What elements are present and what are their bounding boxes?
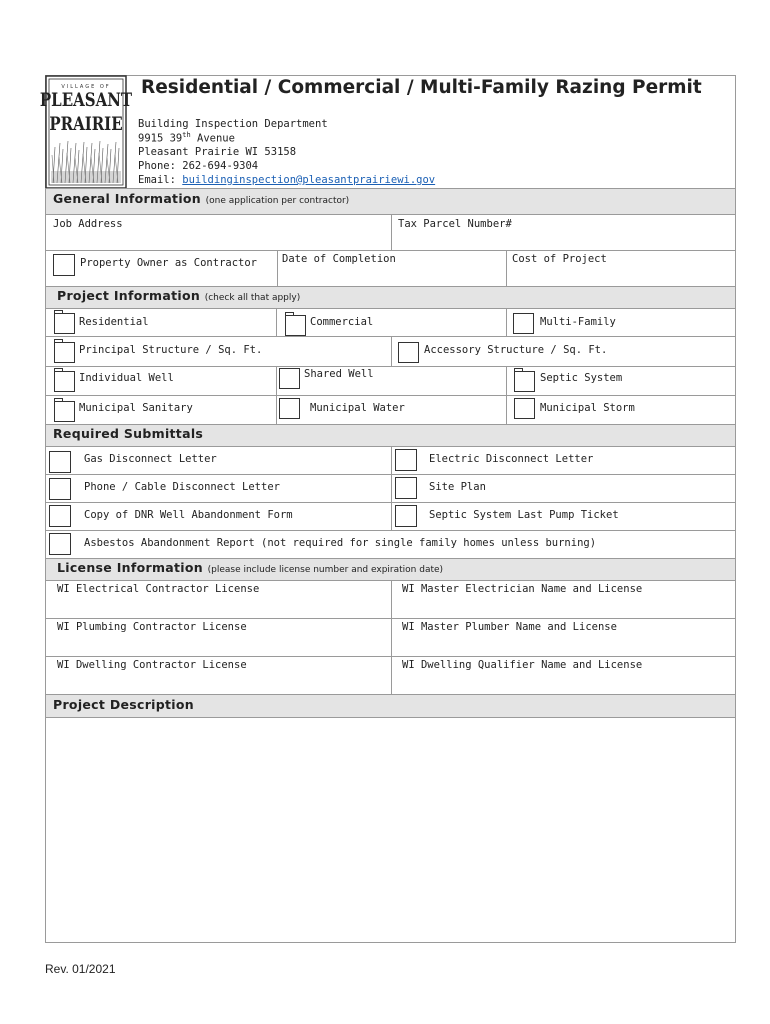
municipal-sanitary-label: Municipal Sanitary <box>79 402 193 414</box>
septic-ticket-checkbox[interactable] <box>395 505 417 527</box>
cost-project-label: Cost of Project <box>512 253 607 265</box>
accessory-structure-label: Accessory Structure / Sq. Ft. <box>424 344 608 356</box>
principal-structure-label: Principal Structure / Sq. Ft. <box>79 344 263 356</box>
owner-contractor-checkbox[interactable] <box>53 254 75 276</box>
revision-label: Rev. 01/2021 <box>45 962 116 976</box>
master-electrician-label: WI Master Electrician Name and License <box>402 583 643 595</box>
email-line: Email: buildinginspection@pleasantprairiewi.gov <box>138 174 436 186</box>
municipal-sanitary-checkbox[interactable] <box>54 401 75 422</box>
asbestos-label: Asbestos Abandonment Report (not required for single family homes unless burning) <box>84 537 597 549</box>
village-logo <box>39 75 133 189</box>
project-heading: Project Information (check all that apply) <box>57 288 301 303</box>
page-title: Residential / Commercial / Multi-Family Razing Permit <box>141 77 702 98</box>
date-completion-label: Date of Completion <box>282 253 396 265</box>
owner-contractor-label: Property Owner as Contractor <box>80 257 258 269</box>
svg-text:PLEASANT: PLEASANT <box>39 89 133 112</box>
svg-text:VILLAGE OF: VILLAGE OF <box>61 84 111 90</box>
septic-system-checkbox[interactable] <box>514 371 535 392</box>
residential-checkbox[interactable] <box>54 313 75 334</box>
plumbing-license-label: WI Plumbing Contractor License <box>57 621 247 633</box>
multi-family-checkbox[interactable] <box>513 313 534 334</box>
accessory-structure-checkbox[interactable] <box>398 342 419 363</box>
shared-well-label: Shared Well <box>304 368 374 380</box>
submittals-heading: Required Submittals <box>53 426 204 441</box>
general-heading: General Information (one application per contractor) <box>53 191 350 206</box>
phone-number: Phone: 262-694-9304 <box>138 160 259 172</box>
electrical-license-label: WI Electrical Contractor License <box>57 583 260 595</box>
site-plan-label: Site Plan <box>429 481 486 493</box>
svg-text:PRAIRIE: PRAIRIE <box>49 113 123 136</box>
principal-structure-checkbox[interactable] <box>54 342 75 363</box>
description-heading: Project Description <box>53 697 194 712</box>
municipal-storm-label: Municipal Storm <box>540 402 635 414</box>
commercial-label: Commercial <box>310 316 374 328</box>
septic-ticket-label: Septic System Last Pump Ticket <box>429 509 619 521</box>
municipal-storm-checkbox[interactable] <box>514 398 535 419</box>
department-name: Building Inspection Department <box>138 118 328 130</box>
gas-disconnect-label: Gas Disconnect Letter <box>84 453 217 465</box>
dwelling-qualifier-label: WI Dwelling Qualifier Name and License <box>402 659 643 671</box>
street-address: 9915 39th Avenue <box>138 131 235 145</box>
dnr-well-checkbox[interactable] <box>49 505 71 527</box>
phone-cable-label: Phone / Cable Disconnect Letter <box>84 481 280 493</box>
master-plumber-label: WI Master Plumber Name and License <box>402 621 617 633</box>
dwelling-contractor-label: WI Dwelling Contractor License <box>57 659 247 671</box>
dnr-well-label: Copy of DNR Well Abandonment Form <box>84 509 293 521</box>
email-link[interactable]: buildinginspection@pleasantprairiewi.gov <box>182 174 436 186</box>
asbestos-checkbox[interactable] <box>49 533 71 555</box>
commercial-checkbox[interactable] <box>285 315 306 336</box>
city-state-zip: Pleasant Prairie WI 53158 <box>138 146 297 158</box>
gas-disconnect-checkbox[interactable] <box>49 451 71 473</box>
shared-well-checkbox[interactable] <box>279 368 300 389</box>
residential-label: Residential <box>79 316 149 328</box>
phone-cable-checkbox[interactable] <box>49 478 71 500</box>
license-heading: License Information (please include license number and expiration date) <box>57 560 444 575</box>
municipal-water-label: Municipal Water <box>310 402 405 414</box>
individual-well-checkbox[interactable] <box>54 371 75 392</box>
site-plan-checkbox[interactable] <box>395 477 417 499</box>
tax-parcel-label: Tax Parcel Number# <box>398 218 512 230</box>
electric-disconnect-label: Electric Disconnect Letter <box>429 453 594 465</box>
multi-family-label: Multi-Family <box>540 316 616 328</box>
septic-system-label: Septic System <box>540 372 623 384</box>
individual-well-label: Individual Well <box>79 372 174 384</box>
job-address-label: Job Address <box>53 218 123 230</box>
electric-disconnect-checkbox[interactable] <box>395 449 417 471</box>
municipal-water-checkbox[interactable] <box>279 398 300 419</box>
project-description-area[interactable] <box>46 718 735 942</box>
